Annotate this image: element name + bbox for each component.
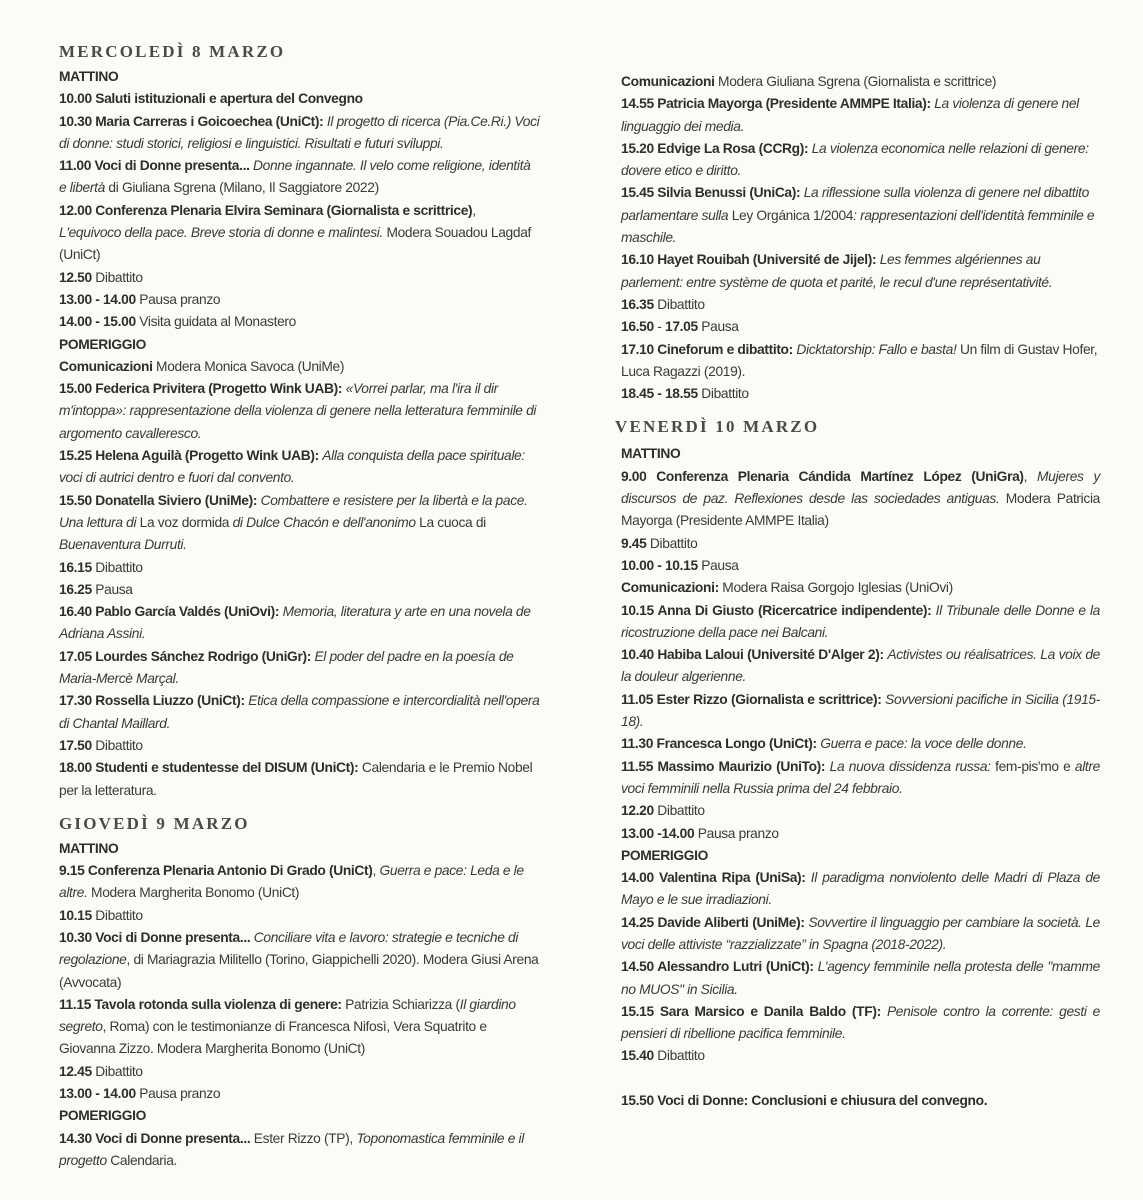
program-entry: [621, 71, 1100, 93]
entry-text: Un film di Gustav Hofer, Luca Ragazzi (2019).: [621, 341, 1098, 379]
entry-time-speaker: 17.10 Cineforum e dibattito:: [621, 341, 797, 357]
entry-time-speaker: 9.15 Conferenza Plenaria Antonio Di Grado (UniCt): [59, 863, 373, 879]
program-entry: [59, 757, 541, 802]
program-entry: [59, 88, 541, 110]
program-entry: [621, 182, 1100, 249]
entry-title: Memoria, literatura y arte en una novela de Adriana Assini.: [59, 604, 531, 642]
entry-text: Pausa: [697, 557, 739, 573]
entry-time-speaker: 16.50: [621, 319, 654, 335]
section-label: POMERIGGIO: [59, 336, 146, 352]
program-entry: [621, 912, 1100, 957]
program-entry: [621, 800, 1100, 822]
entry-time-speaker: 11.55 Massimo Maurizio (UniTo):: [621, 758, 830, 774]
program-entry: [621, 294, 1100, 316]
program-entry: [621, 316, 1100, 338]
program-entry: [621, 1090, 1100, 1112]
entry-time-speaker: 10.00 - 10.15: [621, 557, 698, 573]
entry-text: Dibattito: [653, 296, 705, 312]
entry-text: Dibattito: [91, 737, 143, 753]
entry-time-speaker: 9.45: [621, 535, 647, 551]
entry-time-speaker: 15.15 Sara Marsico e Danila Baldo (TF):: [621, 1003, 887, 1019]
program-entry: [59, 356, 541, 378]
entry-time-speaker: 12.00 Conferenza Plenaria Elvira Seminara (Giornalista e scrittrice): [59, 202, 473, 218]
entry-time-speaker: 14.25 Davide Aliberti (UniMe):: [621, 914, 809, 930]
entry-title: L'equivoco della pace. Breve storia di donne e malintesi.: [59, 225, 383, 241]
entry-time-speaker: 18.00 Studenti e studentesse del DISUM (UniCt):: [59, 760, 362, 776]
entry-title: di Dulce Chacón e dell'anonimo: [229, 514, 420, 530]
entry-title: Il progetto di ricerca (Pia.Ce.Ri.) Voci di donne: studi storici, religiosi e linguistici. Risultati e futuri sviluppi.: [59, 113, 540, 151]
entry-time-speaker: 14.00 Valentina Ripa (UniSa):: [621, 870, 811, 886]
entry-title: La nuova dissidenza russa:: [829, 758, 996, 774]
entry-time-speaker: Comunicazioni: [621, 74, 715, 89]
program-entry: [621, 339, 1100, 384]
program-entry: [59, 1083, 541, 1105]
program-entry: [621, 383, 1100, 405]
spacer: [621, 1068, 1100, 1090]
entry-text: , di Mariagrazia Militello (Torino, Giappichelli 2020). Modera Giusi Arena (Avvocata): [59, 952, 539, 990]
entry-title: La violenza economica nelle relazioni di genere: dovere etico e diritto.: [621, 140, 1089, 179]
program-entry: [59, 905, 541, 927]
entry-title: Il paradigma nonviolento delle Madri di Plaza de Mayo e le sue irradiazioni.: [621, 870, 1100, 908]
entry-title: Sovversioni pacifiche in Sicilia (1915-18).: [621, 691, 1100, 730]
program-entry: [59, 155, 541, 200]
entry-time-speaker: 16.15: [59, 559, 92, 575]
entry-time-speaker: 15.20 Edvige La Rosa (CCRg):: [621, 140, 812, 156]
entry-title: El poder del padre en la poesía de Maria-Mercè Marçal.: [59, 648, 514, 687]
program-entry: [59, 289, 541, 311]
program-entry: [621, 1045, 1100, 1067]
entry-time-speaker: 15.00 Federica Privitera (Progetto Wink UAB):: [59, 381, 346, 397]
program-entry: [621, 689, 1100, 734]
program-entry: [59, 557, 541, 579]
entry-title: Guerra e pace: Leda e le altre.: [59, 863, 524, 901]
entry-title: La riflessione sulla violenza di genere nel dibattito parlamentare sulla: [621, 185, 1089, 223]
program-entry: [59, 994, 541, 1061]
entry-time-speaker: 13.00 - 14.00: [59, 1086, 136, 1102]
entry-time-speaker: 15.50 Donatella Siviero (UniMe):: [59, 492, 261, 508]
entry-text: fem-pis'mo e: [995, 758, 1071, 774]
entry-time-speaker: 10.30 Maria Carreras i Goicoechea (UniCt):: [59, 113, 327, 129]
program-entry: [59, 378, 541, 445]
entry-text: Dibattito: [653, 1048, 705, 1064]
entry-text: Calendaria.: [106, 1152, 178, 1168]
entry-title: : rappresentazioni dell'identità femminile e maschile.: [621, 207, 1095, 246]
entry-text: Modera Monica Savoca (UniMe): [152, 358, 345, 374]
program-entry: [59, 690, 541, 735]
entry-time-speaker: 10.40 Habiba Laloui (Université D'Alger 2):: [621, 647, 888, 663]
entry-text: Ester Rizzo (TP),: [253, 1130, 357, 1146]
entry-title: Il Tribunale delle Donne e la ricostruzione della pace nei Balcani.: [621, 602, 1100, 640]
day-heading: VENERDÌ 10 MARZO: [615, 417, 820, 437]
entry-title: Combattere e resistere per la libertà e la pace. Una lettura di: [59, 492, 528, 530]
entry-time-speaker: 16.25: [59, 581, 92, 597]
entry-text: Modera Raisa Gorgojo Iglesias (UniOvi): [718, 580, 953, 596]
section-label: POMERIGGIO: [59, 1108, 146, 1124]
program-entry: [621, 867, 1100, 912]
entry-text: Pausa pranzo: [135, 1086, 221, 1102]
entry-title: La violenza di genere nel linguaggio dei media.: [621, 96, 1079, 134]
entry-time-speaker: 10.00 Saluti istituzionali e apertura del Convegno: [59, 91, 363, 107]
day-heading: GIOVEDÌ 9 MARZO: [59, 813, 250, 833]
program-entry: [59, 579, 541, 601]
entry-text: ,: [1023, 468, 1037, 484]
program-entry: [621, 577, 1100, 599]
entry-time-speaker: 12.50: [59, 269, 92, 285]
entry-time-speaker: 16.10 Hayet Rouibah (Université de Jijel):: [621, 252, 880, 268]
entry-title: «Vorrei parlar, ma l'ira il dir m'intoppa»: rappresentazione della violenza di genere nella letteratura femminile di argomento cavalleresco.: [59, 381, 537, 441]
entry-title: Guerra e pace: la voce delle donne.: [820, 736, 1027, 752]
entry-text: Dibattito: [697, 386, 749, 402]
program-entry: [59, 1128, 541, 1173]
program-entry: [621, 249, 1100, 294]
program-entry: [59, 200, 541, 267]
section-label: MATTINO: [59, 840, 119, 856]
entry-text: Calendaria e le Premio Nobel per la letteratura.: [59, 760, 533, 798]
entry-time-speaker: 13.00 - 14.00: [59, 291, 136, 307]
section-label: MATTINO: [621, 446, 681, 462]
entry-text: Patrizia Schiarizza (: [345, 996, 460, 1012]
entry-title: Activistes ou réalisatrices. La voix de la douleur algerienne.: [621, 647, 1101, 685]
day-heading: MERCOLEDÌ 8 MARZO: [59, 42, 286, 61]
right-column: [615, 71, 1101, 1112]
entry-title: Etica della compassione e intercordialità nell'opera di Chantal Maillard.: [59, 693, 540, 731]
entry-title: Alla conquista della pace spirituale: voci di autrici dentro e fuori dal convento.: [59, 448, 525, 486]
entry-title: Les femmes algériennes au parlement: entre système de quota et parité, le recul d'une représentativité.: [621, 252, 1053, 290]
entry-time-speaker: 12.20: [621, 803, 654, 819]
entry-title: altre voci femminili nella Russia prima del 24 febbraio.: [621, 758, 1100, 796]
entry-time-speaker: 15.50 Voci di Donne: Conclusioni e chiusura del convegno.: [621, 1092, 988, 1108]
entry-title: Sovvertire il linguaggio per cambiare la società. Le voci delle attiviste “razzializzate” in Spagna (2018-2022).: [621, 914, 1100, 952]
entry-time-speaker: Comunicazioni:: [621, 580, 719, 596]
entry-time-speaker: 13.00 -14.00: [621, 825, 695, 841]
entry-time-speaker: 10.30 Voci di Donne presenta...: [59, 929, 254, 945]
entry-time-speaker: 16.40 Pablo García Valdés (UniOvi):: [59, 604, 283, 620]
entry-time-speaker: 16.35: [621, 296, 654, 312]
program-entry: [621, 555, 1100, 577]
program-entry: [621, 823, 1100, 845]
entry-text: Pausa: [91, 581, 133, 597]
program-entry: [621, 733, 1100, 755]
entry-time-speaker: 10.15 Anna Di Giusto (Ricercatrice indipendente):: [621, 602, 936, 618]
entry-text: Modera Patricia Mayorga (Presidente AMMPE Italia): [621, 491, 1100, 529]
entry-title: Dicktatorship: Fallo e basta!: [796, 341, 957, 357]
entry-text: Modera Souadou Lagdaf (UniCt): [59, 225, 532, 263]
program-entry: [621, 644, 1100, 689]
entry-time-speaker: 12.45: [59, 1063, 92, 1079]
program-entry: [621, 138, 1100, 183]
entry-time-speaker: 11.05 Ester Rizzo (Giornalista e scrittrice):: [621, 691, 886, 707]
entry-text: Visita guidata al Monastero: [135, 314, 296, 330]
entry-text: Dibattito: [91, 269, 143, 285]
entry-time-speaker: Comunicazioni: [59, 358, 153, 374]
entry-time-speaker: 14.00 - 15.00: [59, 314, 136, 330]
program-entry: [59, 445, 541, 490]
program-entry: [621, 1001, 1100, 1046]
entry-text: Modera Giuliana Sgrena (Giornalista e scrittrice): [714, 74, 997, 89]
entry-time-speaker: 17.05 Lourdes Sánchez Rodrigo (UniGr):: [59, 648, 315, 664]
program-entry: [59, 927, 541, 994]
entry-text: Modera Margherita Bonomo (UniCt): [87, 885, 300, 901]
entry-time-speaker: 11.15 Tavola rotonda sulla violenza di genere:: [59, 996, 346, 1012]
entry-time-speaker: 15.40: [621, 1048, 654, 1064]
entry-title: Mujeres y discursos de paz. Reflexiones desde las sociedades antiguas.: [621, 468, 1100, 507]
entry-text: Dibattito: [646, 535, 698, 551]
entry-text: Dibattito: [91, 907, 143, 923]
program-entry: [59, 735, 541, 757]
entry-title: Il giardino segreto: [59, 996, 516, 1035]
entry-text: La voz dormida: [139, 514, 230, 530]
entry-text: La cuoca di: [419, 514, 486, 530]
entry-text: Pausa pranzo: [694, 825, 779, 841]
entry-time-speaker: 15.45 Silvia Benussi (UniCa):: [621, 185, 804, 201]
entry-time-speaker: 15.25 Helena Aguilà (Progetto Wink UAB):: [59, 448, 323, 464]
entry-text: ,: [472, 202, 476, 218]
entry-title: L'agency femminile nella protesta delle "mamme no MUOS" in Sicilia.: [621, 959, 1100, 997]
entry-time-speaker: 9.00 Conferenza Plenaria Cándida Martínez López (UniGra): [621, 468, 1024, 484]
entry-text: , Roma) con le testimonianze di Francesca Nifosì, Vera Squatrito e Giovanna Zizzo. Modera Margherita Bonomo (UniCt): [59, 1019, 487, 1057]
program-entry: [621, 466, 1100, 533]
entry-text: ,: [372, 863, 380, 879]
entry-title: Penisole contro la corrente: gesti e pensieri di ribellione pacifica femminile.: [621, 1003, 1100, 1042]
left-column: [59, 36, 541, 1172]
entry-text: Dibattito: [91, 559, 143, 575]
program-entry: [59, 860, 541, 905]
entry-time-speaker: 14.30 Voci di Donne presenta...: [59, 1130, 254, 1146]
entry-text: Pausa pranzo: [135, 291, 221, 307]
program-entry: [621, 533, 1100, 555]
entry-text: Ley Orgánica 1/2004: [731, 207, 854, 223]
program-entry: [59, 490, 541, 557]
entry-time-speaker: 18.45 - 18.55: [621, 386, 698, 402]
program-entry: [59, 601, 541, 646]
entry-text: di Giuliana Sgrena (Milano, Il Saggiatore 2022): [104, 180, 379, 196]
entry-time-speaker: 11.30 Francesca Longo (UniCt):: [621, 736, 821, 752]
entry-text: -: [653, 319, 665, 335]
program-entry: [621, 93, 1100, 138]
program-entry: [59, 1061, 541, 1083]
entry-time-speaker: 17.30 Rossella Liuzzo (UniCt):: [59, 693, 249, 709]
entry-time-speaker: 17.05: [665, 319, 698, 335]
program-entry: [621, 756, 1100, 801]
entry-text: Dibattito: [653, 803, 705, 819]
entry-time-speaker: 14.50 Alessandro Lutri (UniCt):: [621, 959, 818, 975]
program-entry: [621, 956, 1100, 1001]
entry-title: Donne ingannate. Il velo come religione, identità e libertà: [59, 158, 531, 196]
entry-title: Toponomastica femminile e il progetto: [59, 1130, 524, 1168]
entry-text: Dibattito: [91, 1063, 143, 1079]
entry-title: Buenaventura Durruti.: [59, 537, 187, 553]
entry-text: Pausa: [697, 319, 739, 335]
entry-time-speaker: 14.55 Patricia Mayorga (Presidente AMMPE Italia):: [621, 96, 935, 112]
program-entry: [59, 111, 541, 156]
entry-time-speaker: 17.50: [59, 737, 92, 753]
program-entry: [59, 267, 541, 289]
section-label: POMERIGGIO: [621, 847, 708, 863]
program-entry: [59, 646, 541, 691]
program-entry: [621, 600, 1100, 645]
program-entry: [59, 311, 541, 333]
entry-time-speaker: 11.00 Voci di Donne presenta...: [59, 158, 254, 174]
section-label: MATTINO: [59, 69, 119, 84]
entry-title: Conciliare vita e lavoro: strategie e tecniche di regolazione: [59, 929, 519, 968]
entry-time-speaker: 10.15: [59, 907, 92, 923]
